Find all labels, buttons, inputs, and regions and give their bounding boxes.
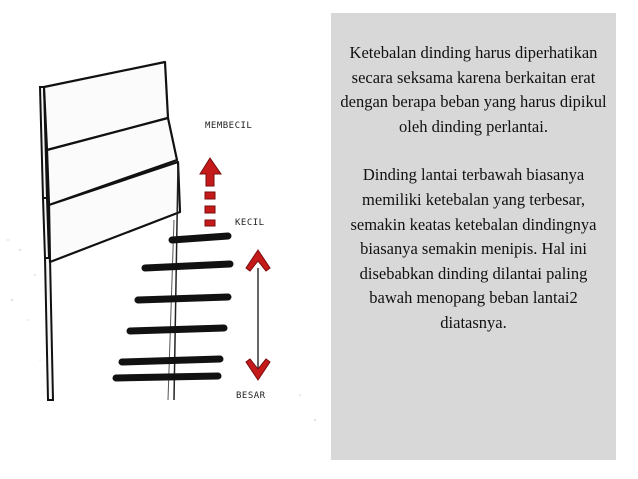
- label-membecil: MEMBECIL: [205, 121, 253, 131]
- paragraph-1: Ketebalan dinding harus diperhatikan secara seksama karena berkaitan erat dengan berapa beban yang harus dipikul oleh dinding perlantai.: [340, 43, 607, 136]
- arrow-up-icon: [200, 158, 221, 226]
- wall-panels: [44, 62, 180, 262]
- description-panel: [331, 13, 616, 460]
- paragraph-2: Dinding lantai terbawah biasanya memiliki ketebalan yang terbesar, semakin keatas ketebalan dindingnya biasanya semakin menipis. Hal ini disebabkan dinding dilantai paling bawah menopang beban lantai2 diatasnya.: [350, 165, 597, 332]
- label-kecil: KECIL: [235, 218, 265, 228]
- chevron-up-icon: [246, 250, 270, 271]
- label-besar: BESAR: [236, 391, 266, 401]
